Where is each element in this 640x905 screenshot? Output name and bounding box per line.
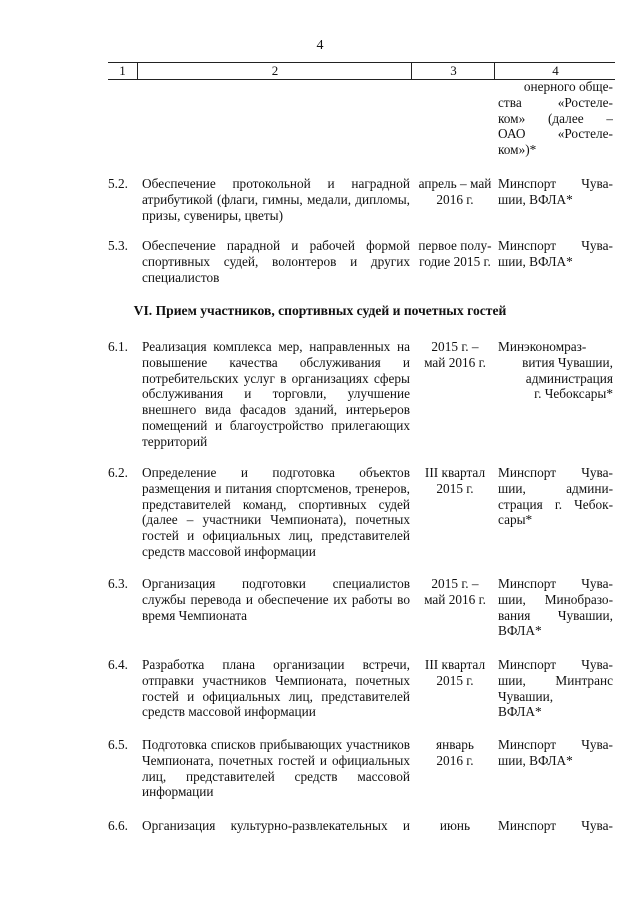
term-line: 2015 г. — [436, 672, 474, 688]
item-number: 5.2. — [108, 176, 128, 191]
term-line: май 2016 г. — [424, 591, 486, 607]
resp-line: сары* — [498, 512, 533, 528]
resp-line: онерного обще- — [523, 79, 613, 94]
resp-line: Минспорт Чува- — [498, 176, 613, 191]
resp-line: шии, ВФЛА* — [498, 752, 573, 768]
resp-line: Минэкономраз- — [498, 339, 587, 354]
responsible-cell — [498, 79, 613, 158]
term-line: 2016 г. — [436, 191, 474, 207]
resp-line: г. Чебоксары* — [534, 386, 613, 402]
item-number: 6.5. — [108, 737, 128, 752]
resp-line: ком» (далее – — [498, 110, 613, 126]
text-line: Организация культурно-развлекательных и — [142, 818, 410, 833]
item-number: 5.3. — [108, 238, 128, 253]
term-cell — [414, 238, 496, 270]
table-header — [108, 62, 615, 80]
term-cell — [414, 818, 496, 834]
resp-line: страция г. Чебок- — [498, 496, 613, 512]
term-cell — [414, 657, 496, 689]
resp-line: шии, ВФЛА* — [498, 191, 573, 207]
responsible-cell — [498, 465, 613, 528]
resp-line: Минспорт Чува- — [498, 576, 613, 591]
resp-line: ОАО «Ростеле- — [498, 126, 613, 142]
resp-line: шии, ВФЛА* — [498, 253, 573, 269]
term-line: годие 2015 г. — [419, 253, 491, 269]
resp-line: Минспорт Чува- — [498, 657, 613, 672]
resp-line: шии, Минтранс — [498, 672, 613, 688]
resp-line: шии, админи- — [498, 480, 613, 496]
term-line: III квартал — [424, 465, 486, 480]
item-text: Обеспечение парадной и рабочей формой спортивных судей, волонтеров и других специалистов — [142, 238, 410, 285]
item-text: Обеспечение протокольной и наградной атрибутикой (флаги, гимны, медали, дипломы, призы, сувениры, цветы) — [142, 176, 410, 223]
responsible-cell — [498, 176, 613, 208]
responsible-cell — [498, 339, 613, 402]
header-col-1: 1 — [119, 63, 126, 78]
term-line: январь — [436, 737, 474, 752]
term-line: июнь — [439, 818, 471, 833]
term-line: III квартал — [424, 657, 486, 672]
header-col-2: 2 — [137, 63, 412, 79]
item-number: 6.2. — [108, 465, 128, 480]
resp-line: Минспорт Чува- — [498, 737, 613, 752]
item-text — [142, 818, 410, 834]
item-text: Организация подготовки специалистов службы перевода и обеспечение их работы во время Чемпионата — [142, 576, 410, 623]
resp-line: ства «Ростеле- — [498, 94, 613, 110]
item-text: Реализация комплекса мер, направленных на повышение качества обслуживания и потребительских услуг в организациях сферы обслуживания и торговли, улучшение внешнего вида фасадов зданий, интерьеров помещений и благоустройство прилегающих территорий — [142, 339, 410, 449]
header-col-4: 4 — [494, 63, 616, 79]
item-text: Определение и подготовка объектов размещения и питания спортсменов, тренеров, представителей команд, спортивных судей (далее – участники Чемпионата), почетных гостей и официальных лиц, представителей средств массовой информации — [142, 465, 410, 559]
resp-line: Минспорт Чува- — [498, 818, 613, 833]
item-number: 6.1. — [108, 339, 128, 354]
term-line: 2015 г. – — [431, 339, 479, 354]
resp-line: вития Чувашии, — [522, 354, 613, 370]
item-text: Подготовка списков прибывающих участников Чемпионата, почетных гостей и официальных лиц, представителей средств массовой информации — [142, 737, 410, 800]
responsible-cell — [498, 238, 613, 270]
term-cell — [414, 339, 496, 371]
term-line: 2015 г. — [436, 480, 474, 496]
resp-line: ком»)* — [498, 142, 537, 158]
term-line: 2016 г. — [436, 752, 474, 768]
resp-line: Минспорт Чува- — [498, 238, 613, 253]
resp-line: ВФЛА* — [498, 704, 542, 720]
header-col-3: 3 — [411, 63, 495, 79]
term-cell — [414, 176, 496, 208]
term-cell — [414, 576, 496, 608]
resp-line: Минспорт Чува- — [498, 465, 613, 480]
resp-line: шии, Минобразо- — [498, 591, 613, 607]
page-number: 4 — [316, 38, 324, 53]
term-line: первое полу- — [418, 238, 492, 253]
item-number: 6.3. — [108, 576, 128, 591]
responsible-cell — [498, 818, 613, 834]
item-text: Разработка плана организации встречи, отправки участников Чемпионата, почетных гостей и официальных лиц, представителей средств массовой информации — [142, 657, 410, 720]
item-number: 6.4. — [108, 657, 128, 672]
responsible-cell — [498, 657, 613, 720]
term-line: май 2016 г. — [424, 354, 486, 370]
term-cell — [414, 737, 496, 769]
term-line: апрель – май — [418, 176, 492, 191]
item-number: 6.6. — [108, 818, 128, 833]
term-cell — [414, 465, 496, 497]
resp-line: ВФЛА* — [498, 623, 542, 639]
responsible-cell — [498, 737, 613, 769]
term-line: 2015 г. – — [431, 576, 479, 591]
resp-line: вания Чувашии, — [498, 607, 613, 623]
resp-line: Чувашии, — [498, 688, 554, 704]
section-title: VI. Прием участников, спортивных судей и почетных гостей — [133, 303, 507, 318]
resp-line: администрация — [525, 370, 613, 386]
responsible-cell — [498, 576, 613, 639]
